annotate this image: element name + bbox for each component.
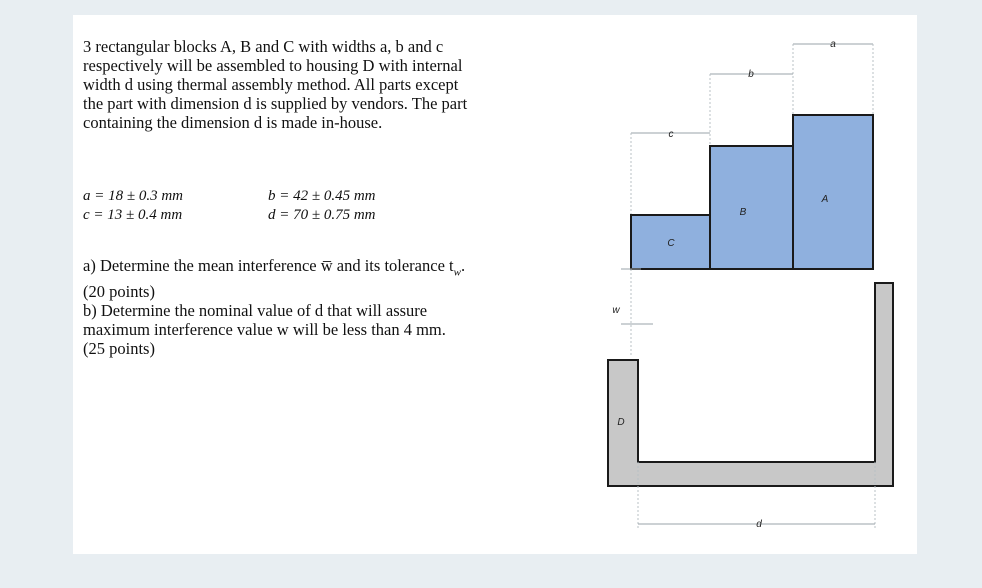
intro-line-2: respectively will be assembled to housing D with internal [83, 56, 463, 75]
label-a: a [830, 39, 836, 50]
label-block-a: A [821, 194, 829, 205]
tolerance-subscript: w [453, 266, 461, 279]
label-block-b: B [739, 207, 747, 218]
intro-line-3: width d using thermal assembly method. All parts except [83, 75, 459, 94]
assembly-diagram [73, 15, 917, 554]
intro-line-5: containing the dimension d is made in-house. [83, 113, 383, 132]
question-line-2: (20 points) [83, 282, 155, 302]
problem-card [73, 15, 917, 554]
label-b: b [748, 69, 754, 80]
housing-d [608, 283, 893, 486]
block-a [793, 115, 873, 269]
label-block-c: C [667, 238, 675, 249]
given-c: c = 13 ± 0.4 mm [83, 207, 183, 223]
label-housing-d: D [617, 417, 625, 428]
given-d: d = 70 ± 0.75 mm [268, 207, 376, 223]
intro-line-4: the part with dimension d is supplied by vendors. The part [83, 94, 468, 113]
given-a: a = 18 ± 0.3 mm [83, 188, 184, 204]
intro-line-1: 3 rectangular blocks A, B and C with widths a, b and c [83, 37, 444, 56]
question-line-3: b) Determine the nominal value of d that will assure [83, 301, 428, 321]
label-c: c [668, 129, 674, 140]
question-line-5: (25 points) [83, 339, 155, 359]
question-line-4: maximum interference value w will be less than 4 mm. [83, 320, 446, 340]
label-d: d [756, 519, 762, 530]
block-b [710, 146, 793, 269]
given-b: b = 42 ± 0.45 mm [268, 188, 376, 204]
tolerance-suffix: . [460, 256, 466, 275]
question-a-text: a) Determine the mean interference w̅ and its tolerance t [83, 256, 454, 275]
label-w: w [612, 305, 620, 316]
